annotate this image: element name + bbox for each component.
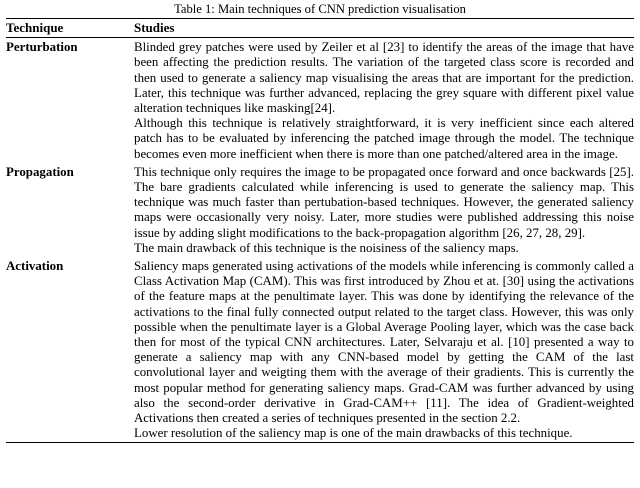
technique-label: Perturbation (6, 40, 78, 55)
studies-paragraph: Although this technique is relatively straightforward, it is very inefficient since each altered patch has to be evaluated by inferencing the patched image through the model. The technique becomes even more inefficient when there is more than one patched/altered area in the image. (134, 116, 634, 161)
studies-paragraph: Saliency maps generated using activations of the models while inferencing is commonly called a Class Activation Map (CAM). This was first introduced by Zhou et at. [30] using the activations of the feature maps at the penultimate layer. This was done by identifying the relevance of the activations to the final fully connected output related to the target class. However, this was only possible when the penultimate layer is a Global Average Pooling layer, which was the case back then for most of the typical CNN architectures. Later, Selvaraju et al. [10] presented a way to generate a saliency map with any CNN-based model by getting the CAM of the last convolutional layer and weigting them with the average of their gradients. This is currently the most popular method for generating saliency maps. Grad-CAM was further advanced by using also the second-order derivative in Grad-CAM++ [11]. The idea of Gradient-weighted Activations then created a series of techniques presented in the section 2.2. (134, 259, 634, 426)
table-body (6, 38, 634, 443)
studies-paragraph: The main drawback of this technique is the noisiness of the saliency maps. (134, 240, 519, 255)
table-header (6, 19, 634, 38)
studies-paragraph: Lower resolution of the saliency map is one of the main drawbacks of this technique. (134, 426, 573, 441)
table-row-perturbation (6, 38, 634, 163)
studies-paragraph: This technique only requires the image to be propagated once forward and once backwards [25]. The bare gradients calculated while inferencing is used to generate the saliency map. This technique was much faster than pertubation-based techniques. However, the generated saliency maps were occasionally very noisy. Later, more studies were published addressing this noise issue by adding slight modifications to the back-propagation algorithm [26, 27, 28, 29]. (134, 164, 634, 240)
table-row-propagation (6, 163, 634, 257)
studies-cell (134, 163, 634, 257)
column-header-technique: Technique (6, 19, 134, 38)
studies-paragraph: Blinded grey patches were used by Zeiler et al [23] to identify the areas of the image that have been affecting the prediction results. The variation of the targeted class score is recorded and then used to generate a saliency map visualising the areas that are important for the prediction. Later, this technique was further advanced, replacing the grey square with different pixel value alteration techniques like masking[24]. (134, 40, 634, 116)
table-caption: Table 1: Main techniques of CNN prediction visualisation (174, 2, 466, 16)
technique-label: Activation (6, 259, 64, 274)
column-header-studies: Studies (134, 19, 634, 38)
techniques-table (6, 18, 634, 443)
studies-cell (134, 257, 634, 443)
technique-label: Propagation (6, 164, 74, 179)
table-row-activation (6, 257, 634, 443)
header-row (6, 19, 634, 38)
studies-cell (134, 38, 634, 163)
